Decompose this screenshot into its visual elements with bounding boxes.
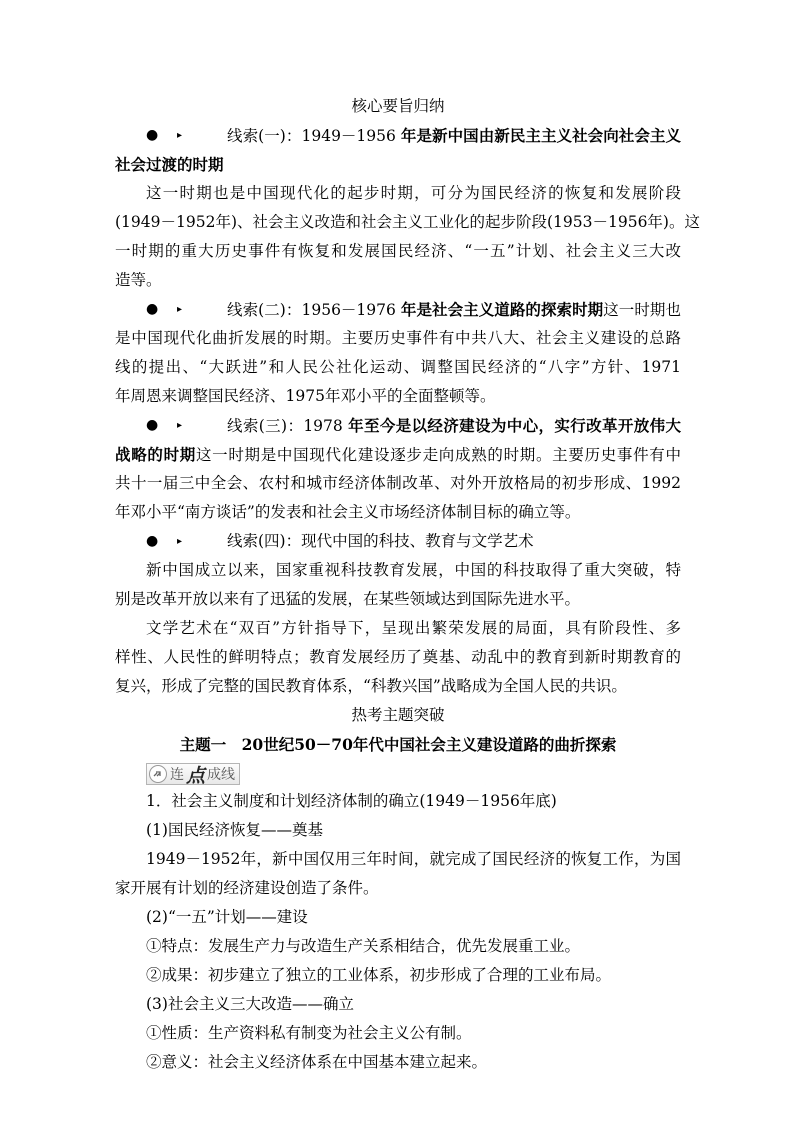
sub-heading: (1)国民经济恢复——奠基 bbox=[146, 821, 323, 839]
clue-bold: 年是新中国由新民主主义社会向社会主义 bbox=[400, 125, 681, 145]
bullet-icon: ● bbox=[146, 301, 159, 317]
sub-point: ②成果：初步建立了独立的工业体系，初步形成了合理的工业布局。 bbox=[146, 966, 612, 984]
item-heading: 1．社会主义制度和计划经济体制的确立(1949－1956年底) bbox=[146, 792, 557, 810]
paragraph-line: 年邓小平“南方谈话”的发表和社会主义市场经济体制目标的确立等。 bbox=[115, 503, 581, 521]
arrow-icon: ▸ bbox=[177, 304, 183, 315]
paragraph-line: 是中国现代化曲折发展的时期。主要历史事件有中共八大、社会主义建设的总路 bbox=[115, 329, 681, 347]
clue-label: 线索(四)：现代中国的科技、教育与文学艺术 bbox=[227, 532, 534, 550]
paragraph-line: 造等。 bbox=[115, 271, 162, 289]
paragraph-line: 这一时期也是中国现代化的起步时期，可分为国民经济的恢复和发展阶段 bbox=[146, 184, 681, 202]
badge-text-b: 点 bbox=[186, 764, 206, 787]
paragraph-line: 家开展有计划的经济建设创造了条件。 bbox=[115, 879, 379, 897]
sub-heading: (2)“一五”计划——建设 bbox=[146, 908, 308, 926]
paragraph-line: 新中国成立以来，国家重视科技教育发展，中国的科技取得了重大突破，特 bbox=[146, 561, 681, 579]
chain-link-icon bbox=[149, 765, 167, 783]
connect-points-badge bbox=[146, 763, 240, 785]
clue-1-cont: 社会过渡的时期 bbox=[115, 155, 224, 174]
paragraph-line: 别是改革开放以来有了迅猛的发展，在某些领域达到国际先进水平。 bbox=[115, 590, 581, 608]
paragraph-line: 复兴，形成了完整的国民教育体系，“科教兴国”战略成为全国人民的共识。 bbox=[115, 677, 627, 695]
paragraph-line: 年周恩来调整国民经济、1975年邓小平的全面整顿等。 bbox=[115, 387, 496, 405]
clue-1-heading bbox=[115, 121, 681, 150]
paragraph-line: 共十一届三中全会、农村和城市经济体制改革、对外开放格局的初步形成、1992 bbox=[115, 474, 681, 492]
arrow-icon: ▸ bbox=[177, 420, 183, 431]
sub-point: ①特点：发展生产力与改造生产关系相结合，优先发展重工业。 bbox=[146, 937, 581, 955]
paragraph-line: 文学艺术在“双百”方针指导下，呈现出繁荣发展的局面，具有阶段性、多 bbox=[146, 619, 681, 637]
clue-4-heading bbox=[115, 527, 681, 556]
clue-2-heading bbox=[115, 295, 681, 324]
clue-bold: 年至今是以经济建设为中心，实行改革开放伟大 bbox=[348, 415, 681, 435]
clue-3-cont bbox=[115, 440, 681, 469]
clue-rest: 这一时期是中国现代化建设逐步走向成熟的时期。主要历史事件有中 bbox=[195, 446, 681, 464]
bullet-icon: ● bbox=[146, 533, 159, 549]
bullet-icon: ● bbox=[146, 127, 159, 143]
sub-point: ①性质：生产资料私有制变为社会主义公有制。 bbox=[146, 1024, 472, 1042]
paragraph-line: (1949－1952年)、社会主义改造和社会主义工业化的起步阶段(1953－1956年)。这 bbox=[115, 213, 700, 231]
section-title: 核心要旨归纳 bbox=[351, 97, 445, 115]
clue-bold: 战略的时期 bbox=[115, 445, 196, 464]
clue-3-heading bbox=[115, 411, 681, 440]
clue-label: 线索(三)：1978 bbox=[227, 416, 349, 435]
badge-text-a: 连 bbox=[170, 767, 184, 783]
document-page bbox=[115, 92, 700, 1077]
clue-label: 线索(二)：1956－1976 bbox=[227, 300, 401, 319]
paragraph-line: 样性、人民性的鲜明特点；教育发展经历了奠基、动乱中的教育到新时期教育的 bbox=[115, 648, 681, 666]
clue-rest: 这一时期也 bbox=[603, 300, 681, 319]
clue-label: 线索(一)：1949－1956 bbox=[227, 126, 401, 145]
paragraph-line: 1949－1952年，新中国仅用三年时间，就完成了国民经济的恢复工作，为国 bbox=[146, 850, 681, 868]
topic-heading: 主题一 20世纪50－70年代中国社会主义建设道路的曲折探索 bbox=[179, 735, 617, 754]
bullet-icon: ● bbox=[146, 417, 159, 433]
arrow-icon: ▸ bbox=[177, 536, 183, 547]
paragraph-line: 一时期的重大历史事件有恢复和发展国民经济、“一五”计划、社会主义三大改 bbox=[115, 242, 681, 260]
sub-point: ②意义：社会主义经济体系在中国基本建立起来。 bbox=[146, 1053, 488, 1071]
badge-text-c: 成线 bbox=[207, 767, 236, 783]
clue-bold: 年是社会主义道路的探索时期 bbox=[400, 299, 604, 319]
section-2-title: 热考主题突破 bbox=[351, 706, 445, 724]
sub-heading: (3)社会主义三大改造——确立 bbox=[146, 995, 354, 1013]
arrow-icon: ▸ bbox=[177, 130, 183, 141]
paragraph-line: 线的提出、“大跃进”和人民公社化运动、调整国民经济的“八字”方针、1971 bbox=[115, 358, 681, 376]
